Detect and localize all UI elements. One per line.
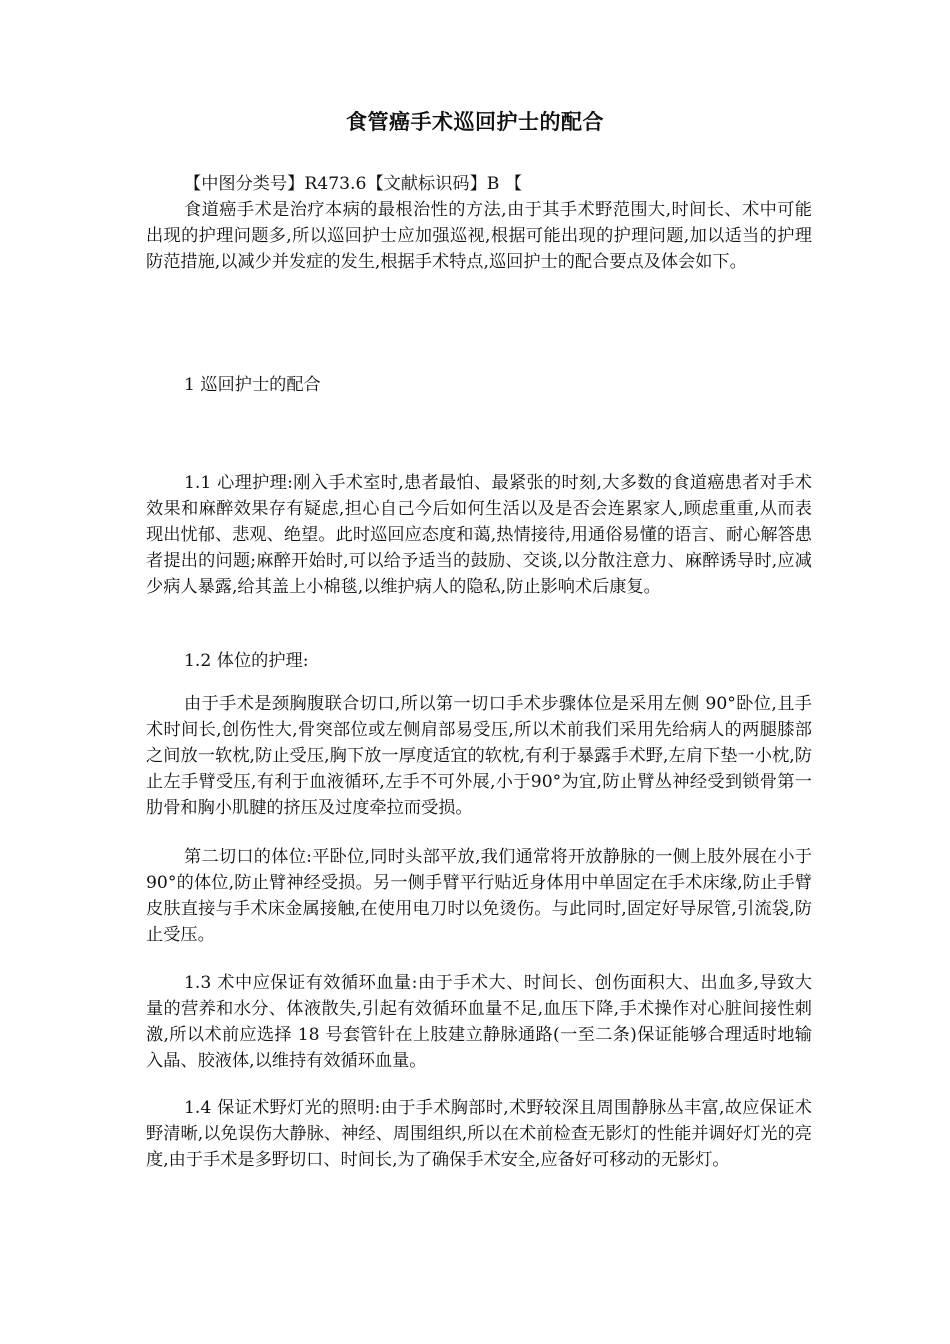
paragraph-1-1: 1.1 心理护理:刚入手术室时,患者最怕、最紧张的时刻,大多数的食道癌患者对手术效果和麻醉效果存有疑虑,担心自己今后如何生活以及是否会连累家人,顾虑重重,从而表现出忧郁、悲观、绝望。此时巡回应态度和蔼,热情接待,用通俗易懂的语言、耐心解答患者提出的问题;麻醉开始时,可以给予适当的鼓励、交谈,以分散注意力、麻醉诱导时,应减少病人暴露,给其盖上小棉毯,以维护病人的隐私,防止影响术后康复。	[146, 473, 812, 597]
intro-paragraph: 食道癌手术是治疗本病的最根治性的方法,由于其手术野范围大,时间长、术中可能出现的护理问题多,所以巡回护士应加强巡视,根据可能出现的护理问题,加以适当的护理防范措施,以减少并发症的发生,根据手术特点,巡回护士的配合要点及体会如下。	[146, 200, 812, 272]
classification-line: 【中图分类号】R473.6【文献标识码】B 【	[184, 174, 523, 194]
section-heading: 1 巡回护士的配合	[184, 375, 321, 395]
subsection-heading-1-2: 1.2 体位的护理:	[184, 651, 309, 671]
paragraph-1-2a: 由于手术是颈胸腹联合切口,所以第一切口手术步骤体位是采用左侧 90°卧位,且手术时间长,创伤性大,骨突部位或左侧肩部易受压,所以术前我们采用先给病人的两腿膝部之间放一软枕,防止受压,胸下放一厚度适宜的软枕,有利于暴露手术野,左肩下垫一小枕,防止左手臂受压,有利于血液循环,左手不可外展,小于90°为宜,防止臂丛神经受到锁骨第一肋骨和胸小肌腱的挤压及过度牵拉而受损。	[146, 694, 812, 818]
paragraph-1-2b: 第二切口的体位:平卧位,同时头部平放,我们通常将开放静脉的一侧上肢外展在小于 90°的体位,防止臂神经受损。另一侧手臂平行贴近身体用中单固定在手术床缘,防止手臂皮肤直接与手术床金属接触,在使用电刀时以免烫伤。与此同时,固定好导尿管,引流袋,防止受压。	[146, 847, 812, 945]
page-title: 食管癌手术巡回护士的配合	[346, 109, 604, 134]
paragraph-1-4: 1.4 保证术野灯光的照明:由于手术胸部时,术野较深且周围静脉丛丰富,故应保证术野清晰,以免误伤大静脉、神经、周围组织,所以在术前检查无影灯的性能并调好灯光的亮度,由于手术是多野切口、时间长,为了确保手术安全,应备好可移动的无影灯。	[146, 1098, 812, 1170]
paragraph-1-3: 1.3 术中应保证有效循环血量:由于手术大、时间长、创伤面积大、出血多,导致大量的营养和水分、体液散失,引起有效循环血量不足,血压下降,手术操作对心脏间接性刺激,所以术前应选择 18 号套管针在上肢建立静脉通路(一至二条)保证能够合理适时地输入晶、胶液体,以维持有效循环血量。	[146, 973, 812, 1071]
